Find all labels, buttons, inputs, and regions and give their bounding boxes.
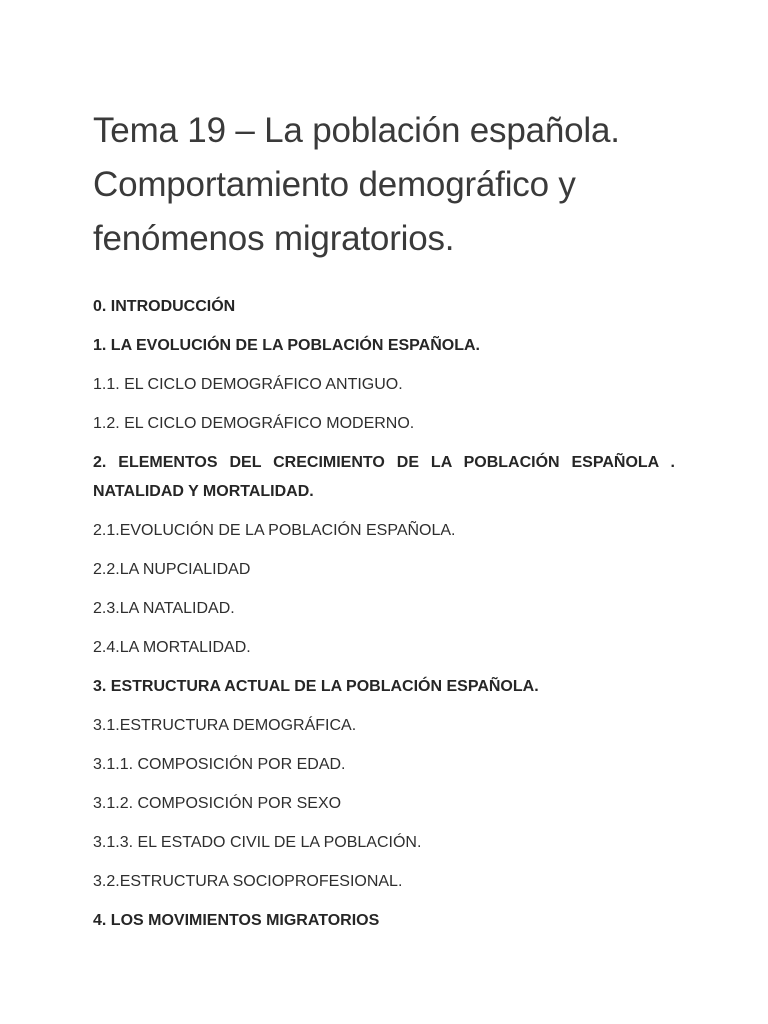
toc-item-1-2: 1.2. EL CICLO DEMOGRÁFICO MODERNO.	[93, 415, 415, 432]
toc-item-2-elementos: 2. ELEMENTOS DEL CRECIMIENTO DE LA POBLACIÓN ESPAÑOLA . NATALIDAD Y MORTALIDAD.	[93, 454, 675, 500]
toc-item-0-introduccion: 0. INTRODUCCIÓN	[93, 298, 236, 315]
toc-item-3-1-2: 3.1.2. COMPOSICIÓN POR SEXO	[93, 795, 342, 812]
document-page	[93, 104, 675, 945]
toc-item-3-2: 3.2.ESTRUCTURA SOCIOPROFESIONAL.	[93, 873, 403, 890]
toc-item-3-estructura: 3. ESTRUCTURA ACTUAL DE LA POBLACIÓN ESPAÑOLA.	[93, 678, 539, 695]
toc-item-1-evolucion: 1. LA EVOLUCIÓN DE LA POBLACIÓN ESPAÑOLA.	[93, 337, 480, 354]
toc-item-3-1: 3.1.ESTRUCTURA DEMOGRÁFICA.	[93, 717, 357, 734]
toc-item-2-2: 2.2.LA NUPCIALIDAD	[93, 561, 251, 578]
toc-item-2-4: 2.4.LA MORTALIDAD.	[93, 639, 251, 656]
toc-item-2-3: 2.3.LA NATALIDAD.	[93, 600, 235, 617]
toc-item-2-1: 2.1.EVOLUCIÓN DE LA POBLACIÓN ESPAÑOLA.	[93, 522, 456, 539]
toc-item-4-movimientos: 4. LOS MOVIMIENTOS MIGRATORIOS	[93, 912, 380, 929]
toc-item-3-1-1: 3.1.1. COMPOSICIÓN POR EDAD.	[93, 756, 346, 773]
table-of-contents	[93, 292, 675, 935]
document-title: Tema 19 – La población española. Comportamiento demográfico y fenómenos migratorios.	[93, 111, 620, 258]
toc-item-3-1-3: 3.1.3. EL ESTADO CIVIL DE LA POBLACIÓN.	[93, 834, 422, 851]
toc-item-1-1: 1.1. EL CICLO DEMOGRÁFICO ANTIGUO.	[93, 376, 403, 393]
